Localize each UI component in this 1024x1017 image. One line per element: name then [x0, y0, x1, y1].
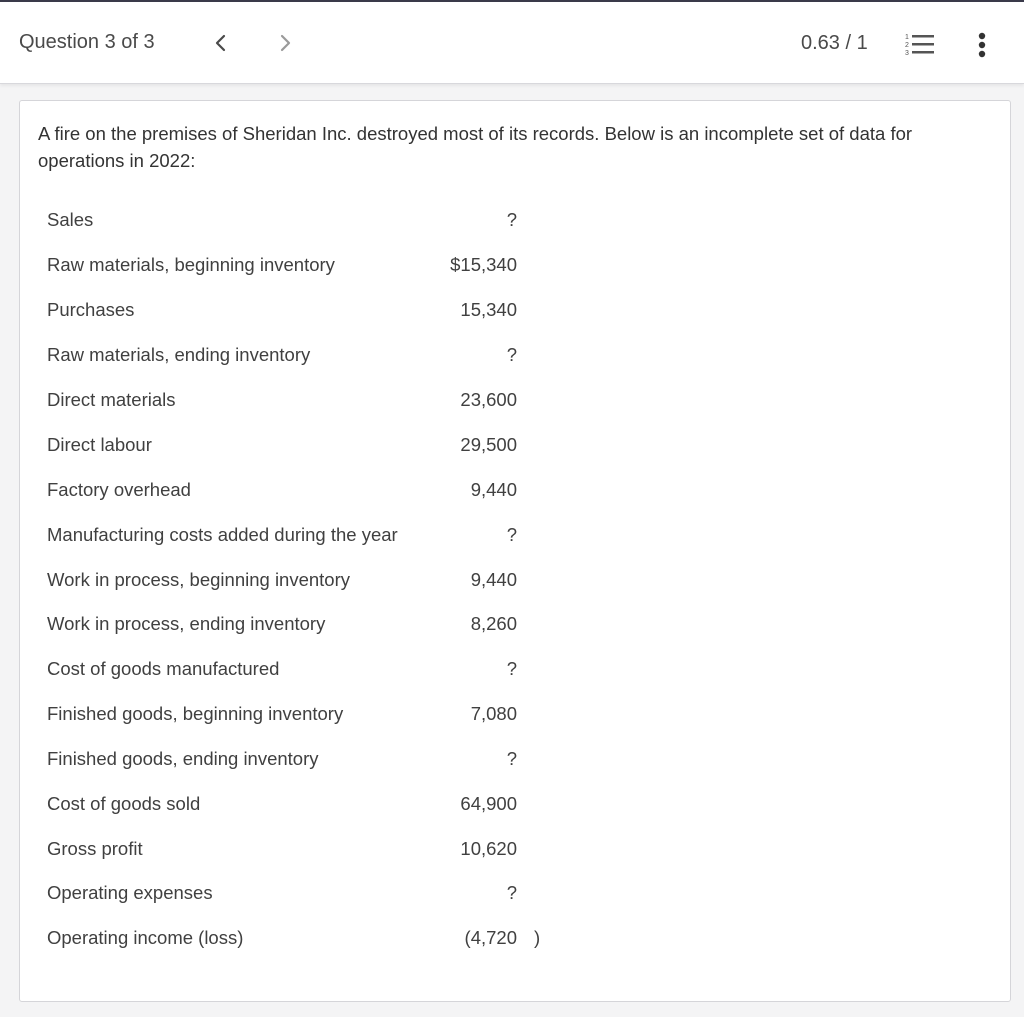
data-row-manufacturing-costs-added [20, 520, 580, 550]
numbered-list-icon [905, 31, 935, 57]
row-label: Work in process, beginning inventory [47, 569, 351, 590]
row-value: 23,600 [460, 389, 517, 410]
row-value: ? [506, 209, 517, 230]
chevron-right-icon [279, 33, 293, 53]
next-question-button[interactable] [271, 26, 301, 60]
data-row-finished-goods-ending [20, 744, 580, 774]
question-intro: A fire on the premises of Sheridan Inc. destroyed most of its records. Below is an incomplete set of data for operations in 2022: [38, 123, 913, 171]
data-row-purchases [20, 295, 580, 325]
question-list-button[interactable] [902, 28, 938, 60]
data-row-cost-of-goods-manufactured [20, 654, 580, 684]
svg-text:1: 1 [905, 34, 909, 41]
row-value: ? [506, 748, 517, 769]
row-value: ? [506, 344, 517, 365]
data-row-finished-goods-beginning [20, 699, 580, 729]
row-label: Operating income (loss) [47, 927, 244, 948]
row-label: Sales [47, 209, 94, 230]
row-value: (4,720 [464, 927, 517, 948]
row-value: 9,440 [470, 569, 517, 590]
question-counter: Question 3 of 3 [19, 31, 155, 53]
row-value: 7,080 [470, 703, 517, 724]
row-value: 15,340 [460, 299, 517, 320]
data-row-cost-of-goods-sold [20, 789, 580, 819]
row-label: Factory overhead [47, 479, 191, 500]
previous-question-button[interactable] [205, 26, 235, 60]
row-value: ? [506, 658, 517, 679]
data-row-gross-profit [20, 834, 580, 864]
vertical-ellipsis-icon [978, 32, 986, 58]
row-label: Gross profit [47, 838, 143, 859]
row-label: Cost of goods manufactured [47, 658, 280, 679]
row-label: Operating expenses [47, 882, 213, 903]
row-value: ? [506, 524, 517, 545]
row-value: $15,340 [450, 254, 517, 275]
row-value: 64,900 [460, 793, 517, 814]
data-row-wip-beginning [20, 565, 580, 595]
row-value: 9,440 [470, 479, 517, 500]
question-header [0, 2, 1024, 84]
row-value: 8,260 [470, 613, 517, 634]
chevron-left-icon [213, 33, 227, 53]
data-row-direct-materials [20, 385, 580, 415]
row-label: Direct labour [47, 434, 152, 455]
row-label: Cost of goods sold [47, 793, 201, 814]
row-label: Work in process, ending inventory [47, 613, 326, 634]
data-row-factory-overhead [20, 475, 580, 505]
row-value: ? [506, 882, 517, 903]
data-row-direct-labour [20, 430, 580, 460]
row-label: Finished goods, ending inventory [47, 748, 319, 769]
row-label: Purchases [47, 299, 135, 320]
closing-parenthesis: ) [534, 927, 541, 948]
data-row-sales [20, 205, 580, 235]
data-row-operating-income [20, 923, 580, 953]
row-value: 10,620 [460, 838, 517, 859]
row-label: Manufacturing costs added during the year [47, 524, 398, 545]
question-card [19, 100, 1011, 1002]
score-display: 0.63 / 1 [801, 32, 868, 54]
row-value: 29,500 [460, 434, 517, 455]
row-label: Raw materials, beginning inventory [47, 254, 335, 275]
svg-text:2: 2 [905, 42, 909, 49]
more-options-button[interactable] [968, 28, 996, 62]
svg-text:3: 3 [905, 50, 909, 57]
data-row-wip-ending [20, 609, 580, 639]
data-row-operating-expenses [20, 878, 580, 908]
row-label: Raw materials, ending inventory [47, 344, 311, 365]
row-label: Finished goods, beginning inventory [47, 703, 344, 724]
data-row-raw-materials-ending [20, 340, 580, 370]
row-label: Direct materials [47, 389, 176, 410]
data-row-raw-materials-beginning [20, 250, 580, 280]
